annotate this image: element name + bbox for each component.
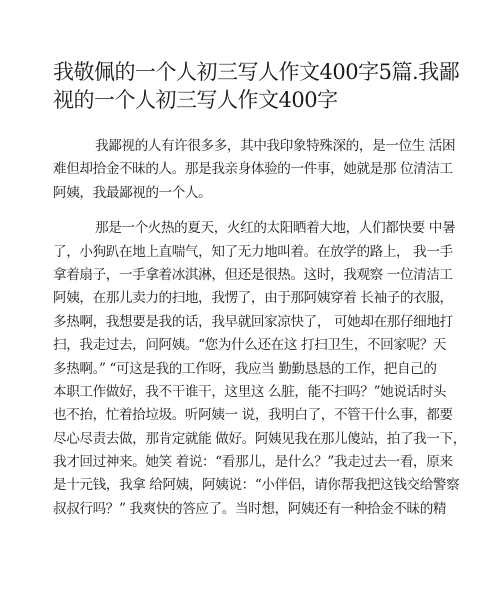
- paragraph-1-line: 我鄙视的人有许很多多，其中我印象特殊深的，是一位生 活困: [95, 138, 456, 154]
- paragraph-2-line: 是十元钱，我拿 给阿姨，阿姨说：“小伴侣，请你帮我把这钱交给警察: [53, 477, 460, 494]
- paragraph-2-line: 那是一个火热的夏天，火红的太阳晒着大地，人们都快要 中暑: [95, 220, 456, 237]
- paragraph-1-line: 阿姨，我最鄙视的一个人。: [53, 184, 212, 201]
- title-line-2: 视的一个人初三写人作文400字: [53, 88, 338, 112]
- paragraph-2-line: 叔叔行吗？” 我爽快的答应了。当时想，阿姨还有一种拾金不昧的精: [53, 500, 447, 517]
- paragraph-2-line: 拿着扇子，一手拿着冰淇淋，但还是很热。这时，我观察 一位清洁工: [53, 266, 453, 283]
- paragraph-2-line: 多热啊，我想要是我的话，我早就回家凉快了， 可她却在那仔细地打: [53, 313, 453, 330]
- paragraph-2-line: 本职工作做好，我不干谁干，这里这 么脏，能不扫吗？”她说话时头: [53, 383, 447, 400]
- paragraph-2-line: 阿姨，在那儿卖力的扫地，我愣了，由于那阿姨穿着 长袖子的衣服，: [53, 290, 453, 307]
- paragraph-2-line: 多热啊。” “可这是我的工作呀，我应当 勤勤恳恳的工作，把自己的: [53, 360, 437, 377]
- paragraph-2-line: 我才回过神来。她笑 着说：“看那儿，是什么？”我走过去一看，原来: [53, 454, 453, 471]
- paragraph-1-line: 难但却拾金不昧的人。那是我亲身体验的一件事，她就是那 位清洁工: [53, 161, 453, 178]
- paragraph-2-line: 也不抬，忙着拾垃圾。听阿姨一 说，我明白了，不管干什么事，都要: [53, 407, 453, 424]
- document-title: [53, 58, 473, 114]
- paragraph-2-line: 了，小狗趴在地上直喘气，知了无力地叫着。在放学的路上， 我一手: [53, 243, 453, 260]
- paragraph-spacer: [53, 205, 463, 217]
- article-body: [53, 135, 466, 521]
- paragraph-2-line: 尽心尽责去做，那肯定就能 做好。阿姨见我在那儿傻站，拍了我一下，: [53, 430, 466, 447]
- paragraph-2-line: 扫，我走过去，问阿姨。“您为什么还在这 打扫卫生，不回家呢？天: [53, 337, 447, 354]
- title-line-1: 我敬佩的一个人初三写人作文400字5篇.我鄙: [53, 60, 460, 84]
